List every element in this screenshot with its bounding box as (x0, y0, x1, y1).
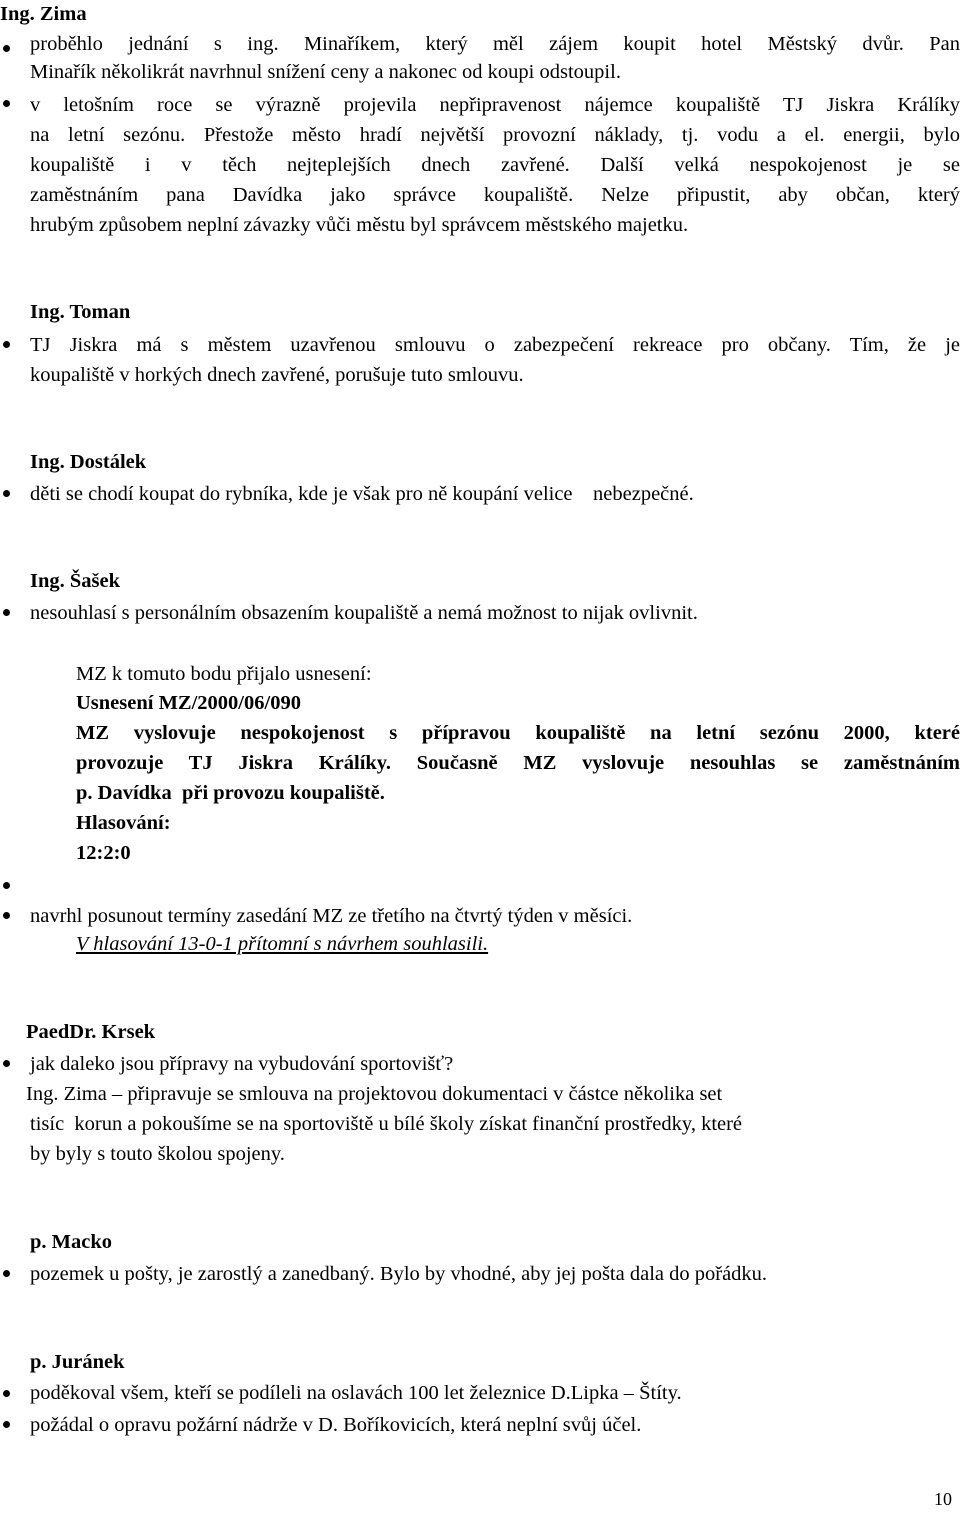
macko-b1: pozemek u pošty, je zarostlý a zanedbaný. Bylo by vhodné, aby jej pošta dala do pořádku. (30, 1263, 768, 1285)
speaker-dostalek: Ing. Dostálek (30, 451, 147, 473)
zima-b2-line2: na letní sezónu. Přestože město hradí největší provozní náklady, tj. vodu a el. energii, bylo (30, 124, 960, 146)
zima-b2-line3: koupaliště i v těch nejteplejších dnech zavřené. Další velká nespokojenost je se (30, 154, 960, 176)
bullet-icon (3, 912, 10, 919)
speaker-sasek: Ing. Šašek (30, 570, 121, 592)
bullet-icon (3, 45, 10, 52)
resolution-line1: MZ vyslovuje nespokojenost s přípravou koupaliště na letní sezónu 2000, které (76, 722, 960, 744)
resolution-vote-label: Hlasování: (76, 812, 171, 834)
sasek-b1-line1: nesouhlasí s personálním obsazením koupaliště a nemá možnost to nijak ovlivnit. (30, 602, 698, 624)
speaker-macko: p. Macko (30, 1231, 112, 1253)
toman-b1-line1: TJ Jiskra má s městem uzavřenou smlouvu o zabezpečení rekreace pro občany. Tím, že je (30, 334, 960, 356)
bullet-icon (3, 609, 10, 616)
bullet-icon (3, 1270, 10, 1277)
schedule-line1: navrhl posunout termíny zasedání MZ ze třetího na čtvrtý týden v měsíci. (30, 905, 633, 927)
toman-b1-line2: koupaliště v horkých dnech zavřené, porušuje tuto smlouvu. (30, 364, 524, 386)
bullet-icon (3, 882, 10, 889)
speaker-krsek: PaedDr. Krsek (26, 1021, 156, 1043)
zima-b2-line1: v letošním roce se výrazně projevila nepřipravenost nájemce koupaliště TJ Jiskra Králíky (30, 94, 960, 116)
speaker-zima: Ing. Zima (0, 3, 87, 25)
bullet-icon (3, 341, 10, 348)
juranek-b1: poděkoval všem, kteří se podíleli na oslavách 100 let železnice D.Lipka – Štíty. (30, 1382, 682, 1404)
bullet-icon (3, 1421, 10, 1428)
resolution-number: Usnesení MZ/2000/06/090 (76, 692, 301, 714)
bullet-icon (3, 490, 10, 497)
resolution-line2: provozuje TJ Jiskra Králíky. Současně MZ vyslovuje nesouhlas se zaměstnáním (76, 752, 960, 774)
speaker-juranek: p. Juránek (30, 1351, 125, 1373)
zima-b2-line5: hrubým způsobem neplní závazky vůči městu byl správcem městského majetku. (30, 214, 689, 236)
bullet-icon (3, 100, 10, 107)
krsek-reply2: tisíc korun a pokoušíme se na sportoviště u bílé školy získat finanční prostředky, které (30, 1113, 743, 1135)
page-number: 10 (934, 1489, 952, 1509)
krsek-b1: jak daleko jsou přípravy na vybudování sportovišť? (30, 1053, 454, 1075)
zima-b2-line4: zaměstnáním pana Davídka jako správce koupaliště. Nelze připustit, aby občan, který (30, 184, 960, 206)
juranek-b2: požádal o opravu požární nádrže v D. Boříkovicích, která neplní svůj účel. (30, 1414, 642, 1436)
bullet-icon (3, 1060, 10, 1067)
bullet-icon (3, 1390, 10, 1397)
speaker-toman: Ing. Toman (30, 301, 131, 323)
schedule-vote: V hlasování 13-0-1 přítomní s návrhem souhlasili. (76, 933, 489, 955)
resolution-intro: MZ k tomuto bodu přijalo usnesení: (76, 663, 372, 685)
krsek-reply3: by byly s touto školou spojeny. (30, 1143, 285, 1165)
dostalek-b1-line1: děti se chodí koupat do rybníka, kde je však pro ně koupání velice nebezpečné. (30, 483, 694, 505)
resolution-vote-result: 12:2:0 (76, 842, 131, 864)
zima-b1-line1: proběhlo jednání s ing. Minaříkem, který měl zájem koupit hotel Městský dvůr. Pan (30, 33, 960, 55)
zima-b1-line2: Minařík několikrát navrhnul snížení ceny a nakonec od koupi odstoupil. (30, 61, 621, 83)
resolution-line3: p. Davídka při provozu koupaliště. (76, 782, 385, 804)
krsek-reply1: Ing. Zima – připravuje se smlouva na projektovou dokumentaci v částce několika set (26, 1083, 723, 1105)
